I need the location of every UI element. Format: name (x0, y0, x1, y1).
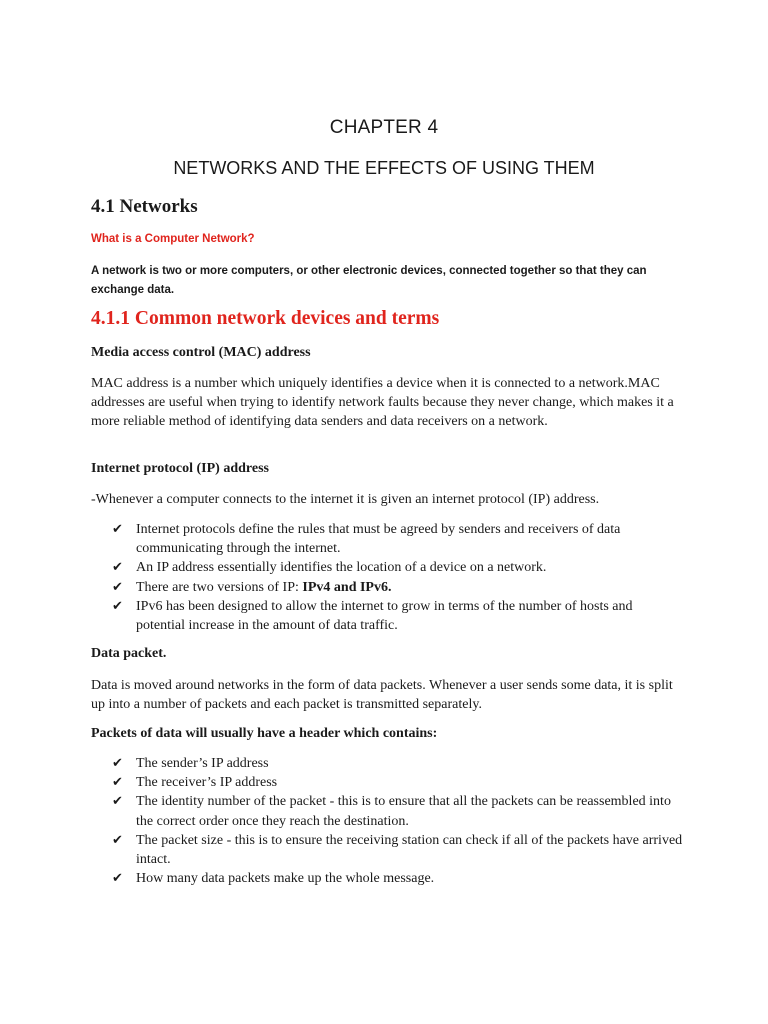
list-item (91, 831, 683, 869)
list-item (91, 773, 683, 792)
list-item-text: An IP address essentially identifies the location of a device on a network. (136, 560, 547, 576)
list-item-text: Internet protocols define the rules that must be agreed by senders and receivers of data communicating through the internet. (136, 522, 621, 557)
list-item (91, 597, 683, 635)
list-item (91, 754, 683, 773)
data-packet-heading: Data packet. (91, 646, 167, 661)
list-item (91, 792, 683, 830)
list-item-text: The identity number of the packet - this is to ensure that all the packets can be reassembled into the correct order once they reach the destination. (136, 794, 671, 829)
check-icon: ✔ (112, 560, 123, 576)
check-icon: ✔ (112, 794, 123, 810)
mac-paragraph: MAC address is a number which uniquely identifies a device when it is connected to a network.MAC addresses are useful when trying to identify network faults because they never change, which makes it a more reliable method of identifying data senders and data receivers on a network. (91, 376, 674, 430)
list-item (91, 869, 683, 888)
list-item (91, 520, 683, 558)
network-definition: A network is two or more computers, or other electronic devices, connected together so that they can exchange data. (91, 265, 647, 296)
list-item (91, 558, 683, 577)
data-packet-paragraph: Data is moved around networks in the form of data packets. Whenever a user sends some data, it is split up into a number of packets and each packet is transmitted separately. (91, 678, 673, 713)
section-heading-networks: 4.1 Networks (91, 196, 198, 217)
question-heading: What is a Computer Network? (91, 233, 255, 245)
check-icon: ✔ (112, 871, 123, 887)
list-item (91, 578, 683, 597)
list-item-text: The packet size - this is to ensure the receiving station can check if all of the packets have arrived intact. (136, 832, 683, 868)
list-item-text: How many data packets make up the whole message. (136, 871, 435, 887)
list-item-text: The receiver’s IP address (136, 775, 278, 791)
list-item-text: The sender’s IP address (136, 756, 269, 771)
mac-heading: Media access control (MAC) address (91, 345, 311, 360)
ip-heading: Internet protocol (IP) address (91, 461, 269, 476)
check-icon: ✔ (112, 579, 123, 595)
check-icon: ✔ (112, 756, 123, 771)
packet-header-list (91, 754, 683, 888)
list-item-text: IPv6 has been designed to allow the internet to grow in terms of the number of hosts and potential increase in the amount of data traffic. (136, 598, 633, 634)
check-icon: ✔ (112, 598, 123, 614)
check-icon: ✔ (112, 775, 123, 791)
section-heading-devices-terms: 4.1.1 Common network devices and terms (91, 308, 440, 329)
ip-bullet-list (91, 520, 683, 635)
list-item-text: There are two versions of IP: (136, 579, 303, 595)
ip-versions: IPv4 and IPv6. (302, 579, 392, 595)
chapter-title: NETWORKS AND THE EFFECTS OF USING THEM (173, 158, 595, 178)
ip-paragraph: -Whenever a computer connects to the internet it is given an internet protocol (IP) address. (91, 492, 600, 507)
packet-header-heading: Packets of data will usually have a header which contains: (91, 726, 438, 741)
check-icon: ✔ (112, 522, 123, 537)
check-icon: ✔ (112, 832, 123, 848)
chapter-number: CHAPTER 4 (329, 117, 439, 138)
